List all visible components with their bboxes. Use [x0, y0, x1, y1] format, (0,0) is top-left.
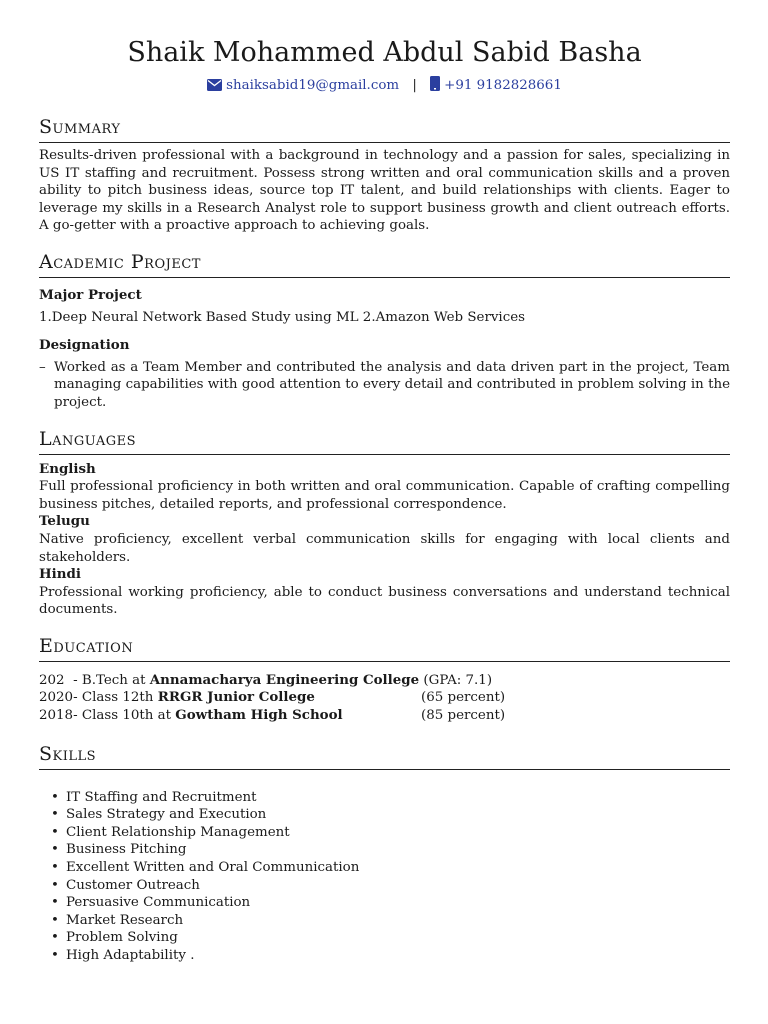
skills-section	[39, 743, 730, 965]
major-project-label: Major Project	[39, 286, 142, 303]
summary-section	[39, 116, 730, 235]
designation-item	[39, 359, 730, 412]
education-score: (85 percent)	[421, 708, 506, 724]
education-school: Gowtham High School	[175, 707, 343, 724]
skill-text: High Adaptability .	[66, 948, 195, 963]
bullet-marker: •	[51, 912, 59, 928]
contact-separator: |	[412, 78, 417, 93]
list-item	[51, 894, 730, 912]
list-item	[51, 947, 730, 965]
language-desc: Professional working proficiency, able to conduct business conversations and understand technical documents.	[39, 584, 730, 618]
education-prefix: 2020- Class 12th	[39, 690, 158, 706]
education-row	[39, 689, 730, 707]
language-item	[39, 461, 730, 514]
education-row	[39, 707, 730, 725]
list-item	[51, 912, 730, 930]
bullet-marker: •	[51, 930, 59, 946]
summary-heading: Summary	[39, 116, 730, 143]
language-item	[39, 566, 730, 619]
bullet-marker: •	[51, 824, 59, 840]
bullet-marker: •	[51, 842, 59, 858]
major-project-text: 1.Deep Neural Network Based Study using ML 2.Amazon Web Services	[39, 309, 525, 325]
list-item	[51, 859, 730, 877]
email-text: shaiksabid19@gmail.com	[226, 78, 400, 93]
language-desc: Native proficiency, excellent verbal communication skills for engaging with local clients and stakeholders.	[39, 531, 730, 565]
academic-project-section	[39, 251, 730, 412]
education-score: (GPA: 7.1)	[419, 672, 493, 688]
skill-text: Persuasive Communication	[66, 895, 251, 911]
designation-label: Designation	[39, 337, 130, 354]
academic-project-heading: Academic Project	[39, 251, 730, 278]
phone-text: +91 9182828661	[444, 78, 562, 93]
bullet-marker: •	[51, 789, 59, 805]
education-row	[39, 672, 730, 690]
education-section	[39, 635, 730, 725]
mobile-phone-icon	[430, 76, 440, 91]
education-score: (65 percent)	[421, 690, 506, 706]
education-heading: Education	[39, 635, 730, 662]
designation-text: Worked as a Team Member and contributed the analysis and data driven part in the project, Team managing capabilities with good attention to every detail and contributed in problem solving in the project.	[54, 359, 730, 410]
language-desc: Full professional proficiency in both written and oral communication. Capable of crafting compelling business pitches, detailed reports, and professional correspondence.	[39, 479, 730, 512]
skill-text: Sales Strategy and Execution	[66, 807, 267, 823]
phone-link[interactable]	[430, 78, 562, 93]
list-item	[51, 929, 730, 947]
bullet-marker: •	[51, 807, 59, 823]
summary-text: Results-driven professional with a background in technology and a passion for sales, specializing in US IT staffing and recruitment. Possess strong written and oral communication skills and a proven ability to pitch business ideas, source top IT talent, and build relationships with clients. Eager to leverage my skills in a Research Analyst role to support business growth and client outreach efforts. A go-getter with a proactive approach to achieving goals.	[39, 148, 730, 234]
skill-text: Client Relationship Management	[66, 824, 290, 840]
language-item	[39, 513, 730, 566]
skills-list	[39, 789, 730, 965]
language-name: English	[39, 460, 96, 477]
languages-heading: Languages	[39, 428, 730, 455]
list-item	[51, 824, 730, 842]
skill-text: Problem Solving	[66, 930, 178, 946]
skills-heading: Skills	[39, 743, 730, 770]
contact-line	[39, 76, 730, 94]
bullet-marker: •	[51, 948, 59, 963]
language-name: Hindi	[39, 566, 81, 583]
skill-text: Business Pitching	[66, 842, 187, 858]
list-item	[51, 841, 730, 859]
languages-section	[39, 428, 730, 619]
list-item	[51, 877, 730, 895]
email-link[interactable]	[207, 78, 403, 93]
list-item	[51, 789, 730, 807]
skill-text: IT Staffing and Recruitment	[66, 789, 257, 805]
language-name: Telugu	[39, 513, 90, 530]
candidate-name: Shaik Mohammed Abdul Sabid Basha	[127, 37, 642, 68]
education-school: RRGR Junior College	[157, 689, 315, 706]
education-prefix: 2018- Class 10th at	[39, 708, 176, 724]
education-school: Annamacharya Engineering College	[149, 671, 420, 688]
bullet-marker: •	[51, 877, 59, 893]
education-prefix: 202 - B.Tech at	[39, 672, 150, 688]
envelope-icon	[207, 79, 222, 91]
dash-marker: –	[39, 359, 46, 375]
bullet-marker: •	[51, 860, 59, 876]
skill-text: Market Research	[66, 912, 184, 928]
bullet-marker: •	[51, 895, 59, 911]
list-item	[51, 806, 730, 824]
skill-text: Customer Outreach	[66, 877, 200, 893]
skill-text: Excellent Written and Oral Communication	[66, 860, 360, 876]
